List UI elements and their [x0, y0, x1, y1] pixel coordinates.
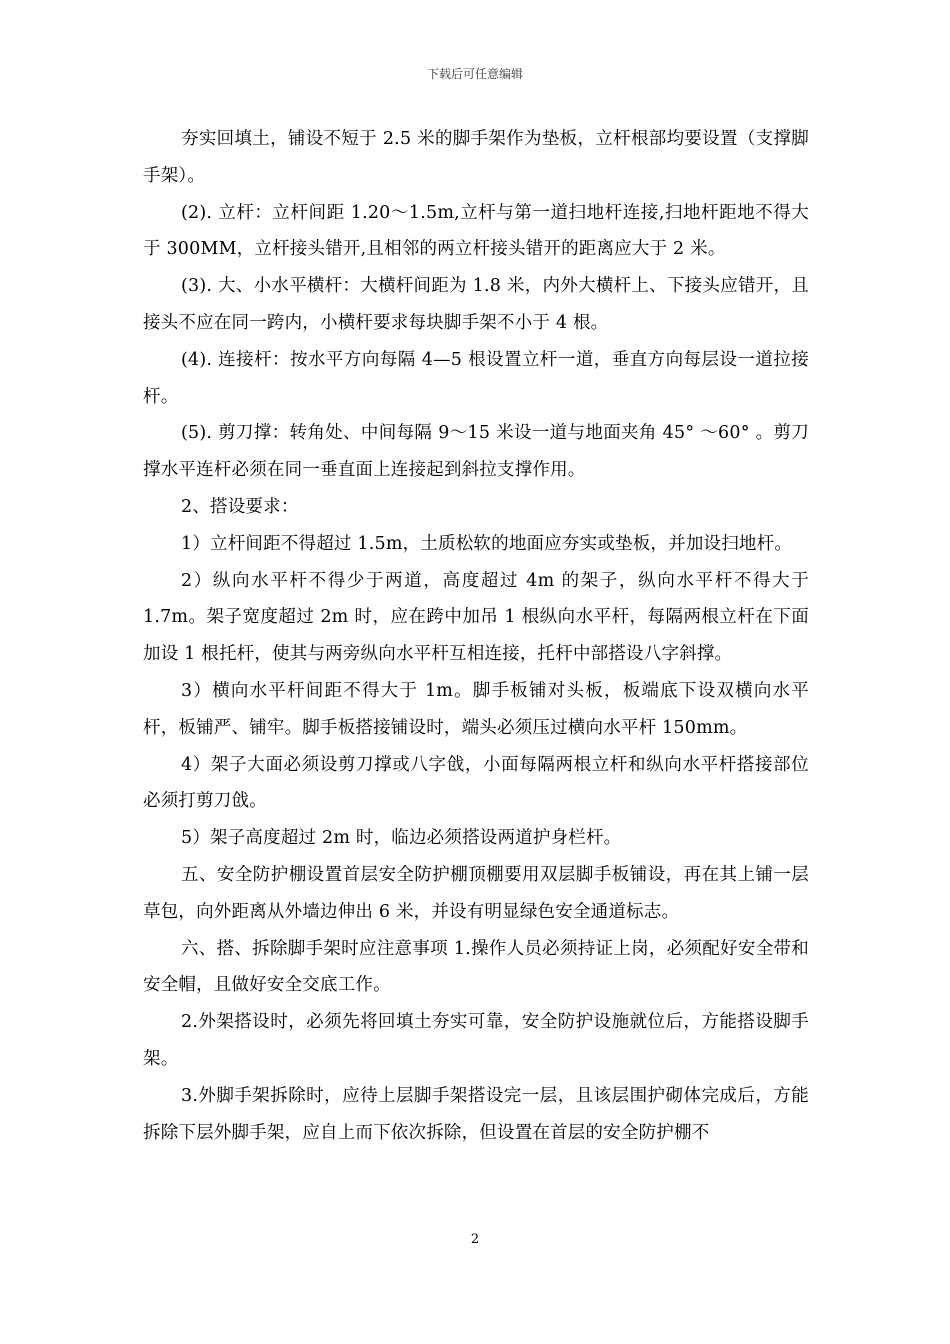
list-item-requirement-5: 5）架子高度超过 2m 时，临边必须搭设两道护身栏杆。	[181, 828, 622, 849]
paragraph-backfill: 夯实回填土，铺设不短于 2.5 米的脚手架作为垫板，立杆根部均要设置（支撑脚手架）。	[143, 129, 809, 186]
section-protective-shed: 五、安全防护棚设置首层安全防护棚顶棚要用双层脚手板铺设，再在其上铺一层草包，向外距离从外墙边伸出 6 米，并设有明显绿色安全通道标志。	[143, 864, 809, 922]
list-item-requirement-2: 2）纵向水平杆不得少于两道，高度超过 4m 的架子，纵向水平杆不得大于 1.7m。架子宽度超过 2m 时，应在跨中加吊 1 根纵向水平杆，每隔两根立杆在下面加设 1 根托杆，使其与两旁纵向水平杆互相连接，托杆中部搭设八字斜撑。	[143, 570, 809, 665]
document-body	[143, 121, 809, 1151]
page-number: 2	[470, 1232, 480, 1247]
section-precautions: 六、搭、拆除脚手架时应注意事项 1.操作人员必须持证上岗，必须配好安全带和安全帽，且做好安全交底工作。	[143, 938, 809, 996]
section-heading-erection-requirements: 2、搭设要求：	[181, 496, 299, 517]
list-item-requirement-1: 1）立杆间距不得超过 1.5m，土质松软的地面应夯实或垫板，并加设扫地杆。	[181, 533, 793, 554]
paragraph-upright-poles: (2). 立杆：立杆间距 1.20～1.5m,立杆与第一道扫地杆连接,扫地杆距地不得大于 300MM，立杆接头错开,且相邻的两立杆接头错开的距离应大于 2 米。	[143, 202, 809, 260]
list-item-requirement-3: 3）横向水平杆间距不得大于 1m。脚手板铺对头板，板端底下设双横向水平杆，板铺严、铺牢。脚手板搭接铺设时，端头必须压过横向水平杆 150mm。	[143, 680, 809, 738]
paragraph-scissor-braces: (5). 剪刀撑：转角处、中间每隔 9～15 米设一道与地面夹角 45° ～60° 。剪刀撑水平连杆必须在同一垂直面上连接起到斜拉支撑作用。	[143, 423, 809, 481]
list-item-requirement-4: 4）架子大面必须设剪刀撑或八字戗，小面每隔两根立杆和纵向水平杆搭接部位必须打剪刀戗。	[143, 754, 809, 812]
paragraph-horizontal-bars: (3). 大、小水平横杆：大横杆间距为 1.8 米，内外大横杆上、下接头应错开，且接头不应在同一跨内，小横杆要求每块脚手架不小于 4 根。	[143, 276, 809, 333]
paragraph-connecting-rods: (4). 连接杆：按水平方向每隔 4—5 根设置立杆一道，垂直方向每层设一道拉接杆。	[143, 349, 809, 407]
list-item-precaution-2: 2.外架搭设时，必须先将回填土夯实可靠，安全防护设施就位后，方能搭设脚手架。	[143, 1012, 809, 1069]
page-header: 下载后可任意编辑	[426, 67, 523, 81]
list-item-precaution-3: 3.外脚手架拆除时，应待上层脚手架搭设完一层，且该层围护砌体完成后，方能拆除下层外脚手架，应自上而下依次拆除，但设置在首层的安全防护棚不	[143, 1085, 809, 1143]
